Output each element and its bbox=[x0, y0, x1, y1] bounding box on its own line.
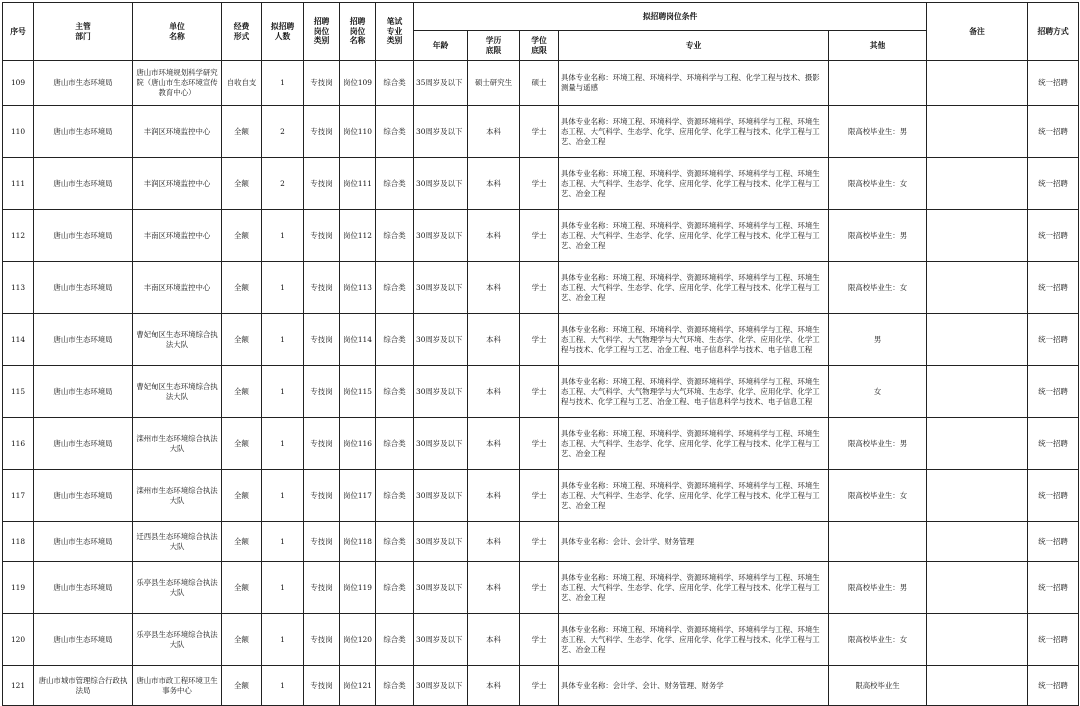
cell-post-name: 岗位118 bbox=[340, 522, 376, 562]
cell-funding: 自收自支 bbox=[222, 61, 262, 106]
cell-funding: 全额 bbox=[222, 418, 262, 470]
cell-degree: 学士 bbox=[520, 522, 559, 562]
cell-remarks bbox=[927, 666, 1028, 706]
cell-funding: 全额 bbox=[222, 470, 262, 522]
cell-edu: 本科 bbox=[468, 470, 520, 522]
cell-major: 具体专业名称：环境工程、环境科学、资源环境科学、环境科学与工程、环境生态工程、大气科学、生态学、化学、应用化学、化学工程与技术、化学工程与工艺、冶金工程 bbox=[559, 262, 829, 314]
cell-unit: 丰南区环境监控中心 bbox=[133, 210, 222, 262]
cell-funding: 全额 bbox=[222, 314, 262, 366]
cell-method: 统一招聘 bbox=[1028, 614, 1079, 666]
cell-method: 统一招聘 bbox=[1028, 106, 1079, 158]
cell-remarks bbox=[927, 418, 1028, 470]
cell-edu: 本科 bbox=[468, 562, 520, 614]
cell-degree: 学士 bbox=[520, 314, 559, 366]
table-row bbox=[3, 314, 1079, 366]
cell-method: 统一招聘 bbox=[1028, 470, 1079, 522]
cell-unit: 滦州市生态环境综合执法大队 bbox=[133, 418, 222, 470]
cell-count: 1 bbox=[262, 562, 304, 614]
cell-funding: 全额 bbox=[222, 210, 262, 262]
cell-other: 限高校毕业生：男 bbox=[829, 418, 927, 470]
cell-other: 限高校毕业生：女 bbox=[829, 470, 927, 522]
cell-post-type: 专技岗 bbox=[304, 522, 340, 562]
cell-dept: 唐山市生态环境局 bbox=[34, 614, 133, 666]
cell-funding: 全额 bbox=[222, 562, 262, 614]
cell-remarks bbox=[927, 158, 1028, 210]
cell-exam: 综合类 bbox=[376, 562, 414, 614]
cell-count: 1 bbox=[262, 614, 304, 666]
cell-exam: 综合类 bbox=[376, 614, 414, 666]
cell-other: 限高校毕业生：男 bbox=[829, 106, 927, 158]
cell-exam: 综合类 bbox=[376, 666, 414, 706]
cell-post-name: 岗位119 bbox=[340, 562, 376, 614]
cell-seq: 120 bbox=[3, 614, 34, 666]
header-degree: 学位 底限 bbox=[520, 31, 559, 61]
table-row bbox=[3, 562, 1079, 614]
cell-funding: 全额 bbox=[222, 366, 262, 418]
header-funding: 经费 形式 bbox=[222, 3, 262, 61]
cell-edu: 本科 bbox=[468, 522, 520, 562]
cell-major: 具体专业名称：环境工程、环境科学、资源环境科学、环境科学与工程、环境生态工程、大气科学、生态学、化学、应用化学、化学工程与技术、化学工程与工艺、冶金工程 bbox=[559, 210, 829, 262]
cell-seq: 119 bbox=[3, 562, 34, 614]
table-row bbox=[3, 262, 1079, 314]
cell-post-name: 岗位121 bbox=[340, 666, 376, 706]
cell-degree: 学士 bbox=[520, 366, 559, 418]
cell-other: 限高校毕业生：女 bbox=[829, 614, 927, 666]
table-row bbox=[3, 366, 1079, 418]
table-row bbox=[3, 470, 1079, 522]
cell-funding: 全额 bbox=[222, 614, 262, 666]
cell-edu: 硕士研究生 bbox=[468, 61, 520, 106]
cell-age: 30周岁及以下 bbox=[414, 418, 468, 470]
cell-other: 女 bbox=[829, 366, 927, 418]
cell-funding: 全额 bbox=[222, 522, 262, 562]
cell-funding: 全额 bbox=[222, 262, 262, 314]
cell-age: 30周岁及以下 bbox=[414, 666, 468, 706]
cell-remarks bbox=[927, 614, 1028, 666]
table-row bbox=[3, 106, 1079, 158]
cell-dept: 唐山市城市管理综合行政执法局 bbox=[34, 666, 133, 706]
cell-dept: 唐山市生态环境局 bbox=[34, 366, 133, 418]
cell-other: 限高校毕业生：女 bbox=[829, 158, 927, 210]
cell-method: 统一招聘 bbox=[1028, 314, 1079, 366]
cell-method: 统一招聘 bbox=[1028, 262, 1079, 314]
cell-unit: 迁西县生态环境综合执法大队 bbox=[133, 522, 222, 562]
cell-post-type: 专技岗 bbox=[304, 614, 340, 666]
cell-age: 30周岁及以下 bbox=[414, 262, 468, 314]
cell-seq: 115 bbox=[3, 366, 34, 418]
cell-method: 统一招聘 bbox=[1028, 366, 1079, 418]
cell-major: 具体专业名称：会计、会计学、财务管理 bbox=[559, 522, 829, 562]
cell-degree: 学士 bbox=[520, 666, 559, 706]
cell-count: 1 bbox=[262, 61, 304, 106]
cell-remarks bbox=[927, 262, 1028, 314]
cell-edu: 本科 bbox=[468, 614, 520, 666]
cell-seq: 121 bbox=[3, 666, 34, 706]
cell-unit: 丰南区环境监控中心 bbox=[133, 262, 222, 314]
cell-degree: 学士 bbox=[520, 210, 559, 262]
cell-post-type: 专技岗 bbox=[304, 418, 340, 470]
header-count: 拟招聘 人数 bbox=[262, 3, 304, 61]
cell-age: 30周岁及以下 bbox=[414, 562, 468, 614]
cell-exam: 综合类 bbox=[376, 522, 414, 562]
header-conditions: 拟招聘岗位条件 bbox=[414, 3, 927, 31]
cell-exam: 综合类 bbox=[376, 61, 414, 106]
cell-count: 1 bbox=[262, 522, 304, 562]
cell-exam: 综合类 bbox=[376, 366, 414, 418]
cell-method: 统一招聘 bbox=[1028, 562, 1079, 614]
cell-unit: 唐山市市政工程环境卫生事务中心 bbox=[133, 666, 222, 706]
cell-unit: 曹妃甸区生态环境综合执法大队 bbox=[133, 366, 222, 418]
header-post-name: 招聘 岗位 名称 bbox=[340, 3, 376, 61]
cell-post-type: 专技岗 bbox=[304, 262, 340, 314]
cell-other: 限高校毕业生：男 bbox=[829, 210, 927, 262]
cell-post-name: 岗位114 bbox=[340, 314, 376, 366]
cell-degree: 学士 bbox=[520, 262, 559, 314]
cell-degree: 学士 bbox=[520, 470, 559, 522]
cell-major: 具体专业名称：环境工程、环境科学、资源环境科学、环境科学与工程、环境生态工程、大气科学、生态学、化学、应用化学、化学工程与技术、化学工程与工艺、冶金工程 bbox=[559, 106, 829, 158]
cell-exam: 综合类 bbox=[376, 314, 414, 366]
cell-remarks bbox=[927, 61, 1028, 106]
cell-post-type: 专技岗 bbox=[304, 562, 340, 614]
cell-major: 具体专业名称：环境工程、环境科学、资源环境科学、环境科学与工程、环境生态工程、大气科学、生态学、化学、应用化学、化学工程与技术、化学工程与工艺、冶金工程 bbox=[559, 158, 829, 210]
cell-seq: 113 bbox=[3, 262, 34, 314]
cell-major: 具体专业名称：环境工程、环境科学、资源环境科学、环境科学与工程、环境生态工程、大气科学、生态学、化学、应用化学、化学工程与技术、化学工程与工艺、冶金工程 bbox=[559, 614, 829, 666]
cell-post-type: 专技岗 bbox=[304, 210, 340, 262]
header-dept: 主管 部门 bbox=[34, 3, 133, 61]
cell-remarks bbox=[927, 106, 1028, 158]
cell-age: 30周岁及以下 bbox=[414, 470, 468, 522]
cell-major: 具体专业名称：环境工程、环境科学、资源环境科学、环境科学与工程、环境生态工程、大气科学、大气物理学与大气环境、生态学、化学、应用化学、化学工程与技术、化学工程与工艺、冶金工程、电子信息科学与技术、电子信息工程 bbox=[559, 366, 829, 418]
cell-degree: 学士 bbox=[520, 418, 559, 470]
cell-method: 统一招聘 bbox=[1028, 666, 1079, 706]
cell-age: 30周岁及以下 bbox=[414, 106, 468, 158]
cell-seq: 114 bbox=[3, 314, 34, 366]
header-other: 其他 bbox=[829, 31, 927, 61]
cell-post-name: 岗位111 bbox=[340, 158, 376, 210]
cell-post-type: 专技岗 bbox=[304, 106, 340, 158]
cell-major: 具体专业名称：环境工程、环境科学、资源环境科学、环境科学与工程、环境生态工程、大气科学、大气物理学与大气环境、生态学、化学、应用化学、化学工程与技术、化学工程与工艺、冶金工程、电子信息科学与技术、电子信息工程 bbox=[559, 314, 829, 366]
cell-post-name: 岗位116 bbox=[340, 418, 376, 470]
cell-dept: 唐山市生态环境局 bbox=[34, 61, 133, 106]
cell-dept: 唐山市生态环境局 bbox=[34, 262, 133, 314]
table-row bbox=[3, 418, 1079, 470]
cell-count: 1 bbox=[262, 262, 304, 314]
cell-count: 2 bbox=[262, 158, 304, 210]
header-major: 专业 bbox=[559, 31, 829, 61]
cell-count: 1 bbox=[262, 418, 304, 470]
cell-unit: 曹妃甸区生态环境综合执法大队 bbox=[133, 314, 222, 366]
cell-funding: 全额 bbox=[222, 106, 262, 158]
cell-edu: 本科 bbox=[468, 158, 520, 210]
cell-count: 1 bbox=[262, 666, 304, 706]
cell-unit: 乐亭县生态环境综合执法大队 bbox=[133, 562, 222, 614]
cell-major: 具体专业名称：会计学、会计、财务管理、财务学 bbox=[559, 666, 829, 706]
cell-edu: 本科 bbox=[468, 666, 520, 706]
table-row bbox=[3, 210, 1079, 262]
table-row bbox=[3, 614, 1079, 666]
cell-exam: 综合类 bbox=[376, 470, 414, 522]
cell-degree: 学士 bbox=[520, 562, 559, 614]
cell-edu: 本科 bbox=[468, 314, 520, 366]
cell-remarks bbox=[927, 314, 1028, 366]
header-method: 招聘方式 bbox=[1028, 3, 1079, 61]
cell-seq: 118 bbox=[3, 522, 34, 562]
table-row bbox=[3, 158, 1079, 210]
cell-age: 30周岁及以下 bbox=[414, 522, 468, 562]
header-remarks: 备注 bbox=[927, 3, 1028, 61]
header-exam: 笔试 专业 类别 bbox=[376, 3, 414, 61]
cell-exam: 综合类 bbox=[376, 106, 414, 158]
cell-post-name: 岗位112 bbox=[340, 210, 376, 262]
header-unit: 单位 名称 bbox=[133, 3, 222, 61]
cell-post-type: 专技岗 bbox=[304, 158, 340, 210]
cell-post-name: 岗位117 bbox=[340, 470, 376, 522]
cell-seq: 116 bbox=[3, 418, 34, 470]
cell-remarks bbox=[927, 562, 1028, 614]
cell-count: 1 bbox=[262, 210, 304, 262]
cell-exam: 综合类 bbox=[376, 158, 414, 210]
cell-remarks bbox=[927, 522, 1028, 562]
cell-degree: 学士 bbox=[520, 106, 559, 158]
recruitment-table bbox=[2, 2, 1079, 706]
cell-exam: 综合类 bbox=[376, 210, 414, 262]
cell-major: 具体专业名称：环境工程、环境科学、资源环境科学、环境科学与工程、环境生态工程、大气科学、生态学、化学、应用化学、化学工程与技术、化学工程与工艺、冶金工程 bbox=[559, 470, 829, 522]
cell-post-name: 岗位109 bbox=[340, 61, 376, 106]
cell-dept: 唐山市生态环境局 bbox=[34, 418, 133, 470]
cell-unit: 滦州市生态环境综合执法大队 bbox=[133, 470, 222, 522]
cell-dept: 唐山市生态环境局 bbox=[34, 314, 133, 366]
cell-method: 统一招聘 bbox=[1028, 61, 1079, 106]
cell-age: 30周岁及以下 bbox=[414, 158, 468, 210]
cell-major: 具体专业名称：环境工程、环境科学、资源环境科学、环境科学与工程、环境生态工程、大气科学、生态学、化学、应用化学、化学工程与技术、化学工程与工艺、冶金工程 bbox=[559, 562, 829, 614]
cell-edu: 本科 bbox=[468, 366, 520, 418]
cell-edu: 本科 bbox=[468, 210, 520, 262]
cell-post-type: 专技岗 bbox=[304, 666, 340, 706]
cell-post-type: 专技岗 bbox=[304, 470, 340, 522]
cell-other: 限高校毕业生：男 bbox=[829, 562, 927, 614]
cell-method: 统一招聘 bbox=[1028, 522, 1079, 562]
cell-post-name: 岗位113 bbox=[340, 262, 376, 314]
cell-post-type: 专技岗 bbox=[304, 61, 340, 106]
cell-post-name: 岗位115 bbox=[340, 366, 376, 418]
cell-funding: 全额 bbox=[222, 158, 262, 210]
header-row-1 bbox=[3, 3, 1079, 31]
cell-edu: 本科 bbox=[468, 262, 520, 314]
cell-seq: 109 bbox=[3, 61, 34, 106]
cell-post-type: 专技岗 bbox=[304, 366, 340, 418]
cell-major: 具体专业名称：环境工程、环境科学、资源环境科学、环境科学与工程、环境生态工程、大气科学、生态学、化学、应用化学、化学工程与技术、化学工程与工艺、冶金工程 bbox=[559, 418, 829, 470]
cell-dept: 唐山市生态环境局 bbox=[34, 562, 133, 614]
cell-degree: 学士 bbox=[520, 614, 559, 666]
cell-remarks bbox=[927, 366, 1028, 418]
cell-other: 限高校毕业生：女 bbox=[829, 262, 927, 314]
table-row bbox=[3, 522, 1079, 562]
cell-count: 2 bbox=[262, 106, 304, 158]
cell-post-name: 岗位120 bbox=[340, 614, 376, 666]
cell-age: 30周岁及以下 bbox=[414, 210, 468, 262]
header-edu: 学历 底限 bbox=[468, 31, 520, 61]
cell-unit: 丰润区环境监控中心 bbox=[133, 106, 222, 158]
cell-age: 30周岁及以下 bbox=[414, 314, 468, 366]
cell-seq: 117 bbox=[3, 470, 34, 522]
cell-dept: 唐山市生态环境局 bbox=[34, 470, 133, 522]
cell-edu: 本科 bbox=[468, 106, 520, 158]
cell-remarks bbox=[927, 210, 1028, 262]
cell-post-type: 专技岗 bbox=[304, 314, 340, 366]
cell-funding: 全额 bbox=[222, 666, 262, 706]
cell-degree: 硕士 bbox=[520, 61, 559, 106]
cell-exam: 综合类 bbox=[376, 262, 414, 314]
cell-other: 限高校毕业生 bbox=[829, 666, 927, 706]
table-row bbox=[3, 666, 1079, 706]
cell-method: 统一招聘 bbox=[1028, 418, 1079, 470]
cell-unit: 唐山市环境规划科学研究院（唐山市生态环境宣传教育中心） bbox=[133, 61, 222, 106]
cell-dept: 唐山市生态环境局 bbox=[34, 158, 133, 210]
cell-dept: 唐山市生态环境局 bbox=[34, 106, 133, 158]
cell-seq: 110 bbox=[3, 106, 34, 158]
cell-count: 1 bbox=[262, 470, 304, 522]
cell-other bbox=[829, 61, 927, 106]
header-seq: 序号 bbox=[3, 3, 34, 61]
cell-dept: 唐山市生态环境局 bbox=[34, 210, 133, 262]
cell-edu: 本科 bbox=[468, 418, 520, 470]
cell-remarks bbox=[927, 470, 1028, 522]
cell-seq: 111 bbox=[3, 158, 34, 210]
cell-age: 30周岁及以下 bbox=[414, 366, 468, 418]
cell-count: 1 bbox=[262, 366, 304, 418]
cell-seq: 112 bbox=[3, 210, 34, 262]
cell-unit: 乐亭县生态环境综合执法大队 bbox=[133, 614, 222, 666]
header-age: 年龄 bbox=[414, 31, 468, 61]
cell-age: 30周岁及以下 bbox=[414, 614, 468, 666]
cell-age: 35周岁及以下 bbox=[414, 61, 468, 106]
table-row bbox=[3, 61, 1079, 106]
cell-degree: 学士 bbox=[520, 158, 559, 210]
cell-other bbox=[829, 522, 927, 562]
cell-post-name: 岗位110 bbox=[340, 106, 376, 158]
cell-method: 统一招聘 bbox=[1028, 158, 1079, 210]
cell-method: 统一招聘 bbox=[1028, 210, 1079, 262]
header-post-type: 招聘 岗位 类别 bbox=[304, 3, 340, 61]
cell-count: 1 bbox=[262, 314, 304, 366]
cell-major: 具体专业名称：环境工程、环境科学、环境科学与工程、化学工程与技术、摄影测量与遥感 bbox=[559, 61, 829, 106]
cell-exam: 综合类 bbox=[376, 418, 414, 470]
cell-unit: 丰润区环境监控中心 bbox=[133, 158, 222, 210]
cell-other: 男 bbox=[829, 314, 927, 366]
cell-dept: 唐山市生态环境局 bbox=[34, 522, 133, 562]
